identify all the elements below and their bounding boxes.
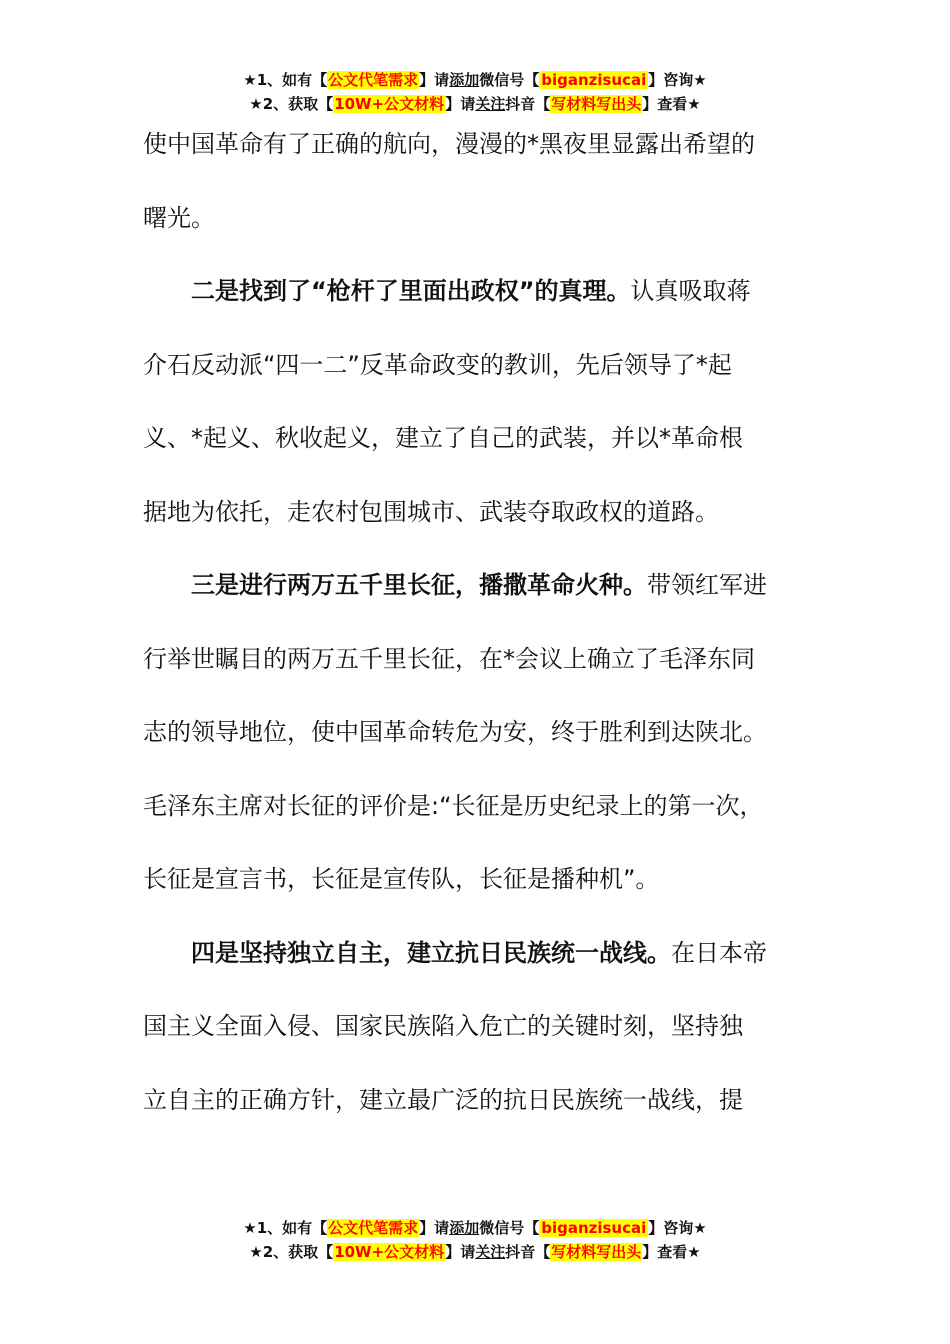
text-line: 长征是宣言书，长征是宣传队，长征是播种机”。	[143, 865, 660, 893]
paragraph-4	[143, 917, 805, 1138]
text-line: 据地为依托，走农村包围城市、武装夺取政权的道路。	[143, 497, 719, 526]
paragraph-2	[143, 255, 805, 549]
highlight-ghostwriting: 公文代笔需求	[328, 1219, 419, 1237]
highlight-wechat-id: biganzisucai	[541, 1219, 647, 1237]
text-line: 四是坚持独立自主，建立抗日民族统一战线。在日本帝	[191, 938, 767, 967]
text-line: 三是进行两万五千里长征，播撒革命火种。带领红军进	[191, 571, 767, 599]
banner-line-1: ★1、如有【公文代笔需求】请添加微信号【 biganzisucai 】咨询★	[243, 71, 707, 89]
paragraph-1	[143, 108, 805, 255]
highlight-materials: 10W+公文材料	[334, 95, 445, 113]
text-line: 介石反动派“四一二”反革命政变的教训，先后领导了*起	[143, 350, 732, 379]
paragraph-3	[143, 549, 805, 917]
text-line: 毛泽东主席对长征的评价是:“长征是历史纪录上的第一次，	[143, 791, 764, 820]
footer-banner	[0, 1216, 950, 1264]
banner-line-1: ★1、如有【公文代笔需求】请添加微信号【 biganzisucai 】咨询★	[243, 1219, 707, 1237]
text-line: 志的领导地位，使中国革命转危为安，终于胜利到达陕北。	[143, 718, 767, 746]
text-line: 使中国革命有了正确的航向，漫漫的*黑夜里显露出希望的	[143, 130, 755, 158]
highlight-douyin: 写材料写出头	[551, 95, 642, 113]
highlight-materials: 10W+公文材料	[334, 1243, 445, 1261]
text-line: 立自主的正确方针，建立最广泛的抗日民族统一战线，提	[143, 1085, 743, 1114]
text-line: 二是找到了“枪杆了里面出政权”的真理。认真吸取蒋	[191, 277, 751, 305]
text-line: 国主义全面入侵、国家民族陷入危亡的关键时刻，坚持独	[143, 1012, 743, 1040]
text-line: 曙光。	[143, 203, 215, 232]
highlight-ghostwriting: 公文代笔需求	[328, 71, 419, 89]
document-body	[143, 108, 805, 1137]
text-line: 义、*起义、秋收起义，建立了自己的武装，并以*革命根	[143, 424, 743, 452]
highlight-wechat-id: biganzisucai	[541, 71, 647, 89]
highlight-douyin: 写材料写出头	[551, 1243, 642, 1261]
paragraph-heading: 二是找到了“枪杆了里面出政权”的真理。	[191, 277, 631, 305]
banner-line-2: ★2、获取【10W+公文材料】请关注抖音【写材料写出头】查看★	[249, 95, 701, 113]
paragraph-heading: 三是进行两万五千里长征，播撒革命火种。	[191, 571, 647, 599]
paragraph-heading: 四是坚持独立自主，建立抗日民族统一战线。	[191, 938, 671, 967]
banner-line-2: ★2、获取【10W+公文材料】请关注抖音【写材料写出头】查看★	[249, 1243, 701, 1261]
text-line: 行举世瞩目的两万五千里长征，在*会议上确立了毛泽东同	[143, 644, 755, 673]
